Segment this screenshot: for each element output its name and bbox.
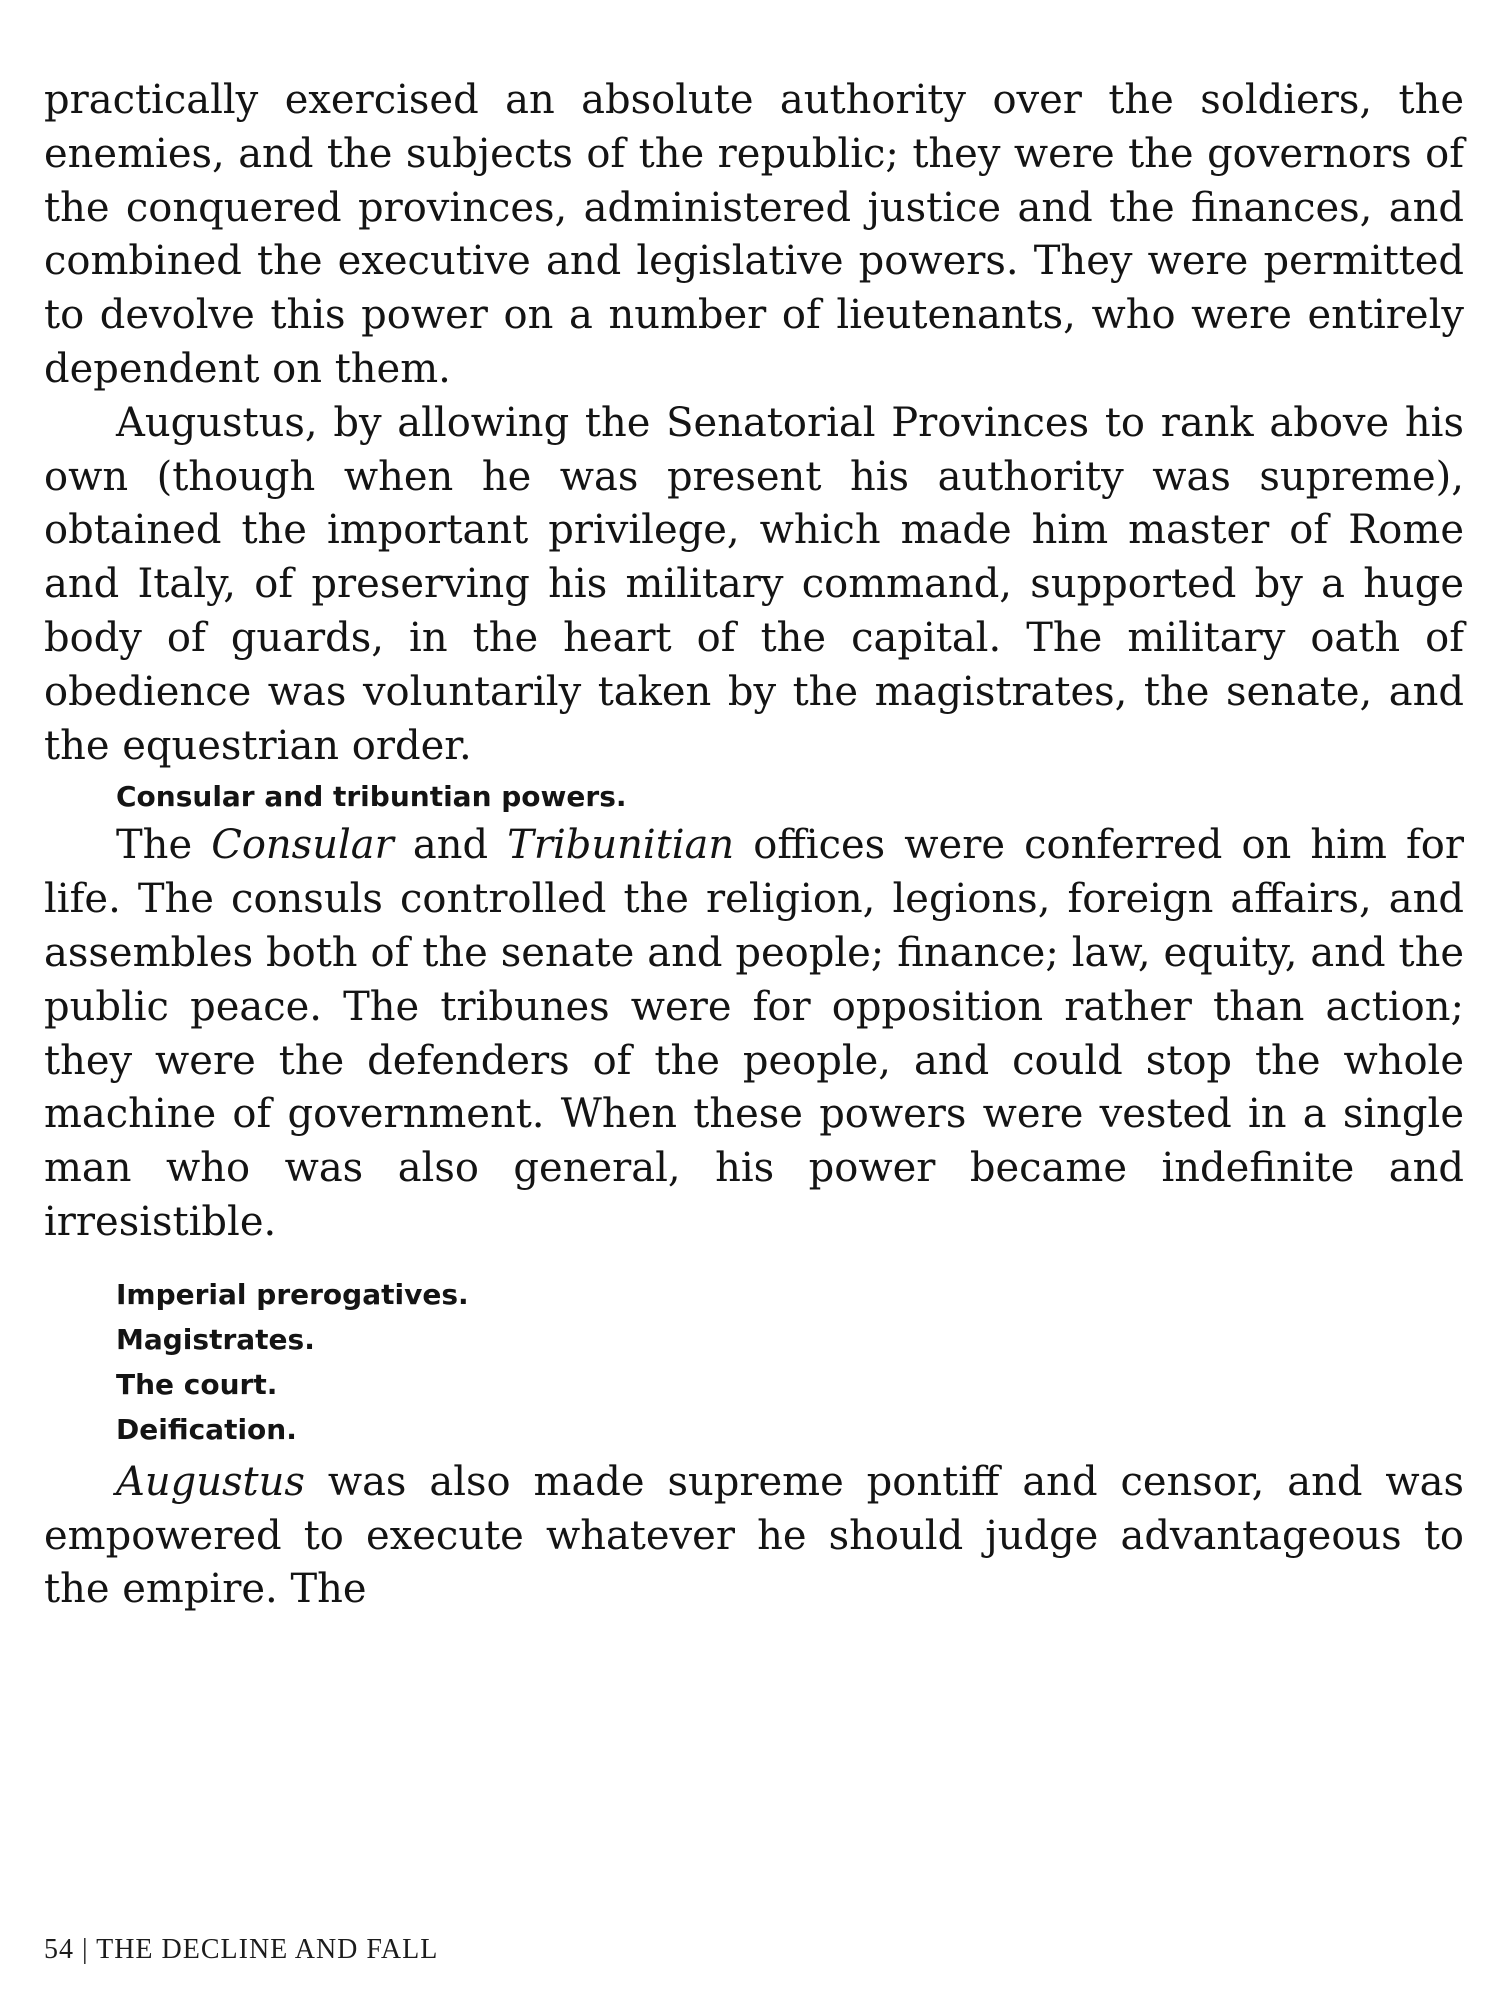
paragraph-augustus-pontiff (44, 1456, 1464, 1617)
side-heading-imperial-prerogatives: Imperial prerogatives. (116, 1277, 469, 1311)
paragraph-consular-tribunitian (44, 819, 1464, 1249)
side-heading-deification: Deification. (116, 1412, 297, 1446)
term-augustus: Augustus (116, 1458, 305, 1505)
page-number: 54 (44, 1934, 74, 1965)
side-heading-court: The court. (116, 1367, 278, 1401)
word-the: The (116, 822, 193, 869)
term-consular: Consular (211, 822, 394, 869)
paragraph-consular-rest: offices were conferred on him for life. The consuls controlled the religion, legions, foreign affairs, and assembles both of the senate and people; finance; law, equity, and the public peace. The tribunes were for opposition rather than action; they were the defenders of the people, and could stop the whole machine of government. When these powers were vested in a single man who was also general, his power became indefinite and irresistible. (44, 822, 1464, 1245)
side-heading-magistrates: Magistrates. (116, 1322, 315, 1356)
paragraph-augustus-provinces: Augustus, by allowing the Senatorial Provinces to rank above his own (though when he was present his authority was supreme), obtained the important privilege, which made him master of Rome and Italy, of preserving his military command, supported by a huge body of guards, in the heart of the capital. The military oath of obedience was voluntarily taken by the magistrates, the senate, and the equestrian order. (44, 399, 1464, 769)
paragraph-continuation: practically exercised an absolute authority over the soldiers, the enemies, and the subjects of the republic; they were the governors of the conquered provinces, administered justice and the finances, and combined the executive and legislative powers. They were permitted to devolve this power on a number of lieutenants, who were entirely dependent on them. (44, 77, 1464, 392)
running-title: THE DECLINE AND FALL (96, 1934, 439, 1965)
footer-separator: | (82, 1934, 89, 1965)
term-tribunitian: Tribunitian (507, 822, 735, 869)
word-and: and (412, 822, 489, 869)
side-heading-group (44, 1272, 1464, 1452)
page-body (44, 74, 1464, 1617)
page-footer (44, 1934, 438, 1966)
side-heading-consular-powers: Consular and tribuntian powers. (116, 780, 627, 814)
paragraph-pontiff-rest: was also made supreme pontiff and censor, and was empowered to execute whatever he should judge advantageous to the empire. The (44, 1458, 1465, 1613)
